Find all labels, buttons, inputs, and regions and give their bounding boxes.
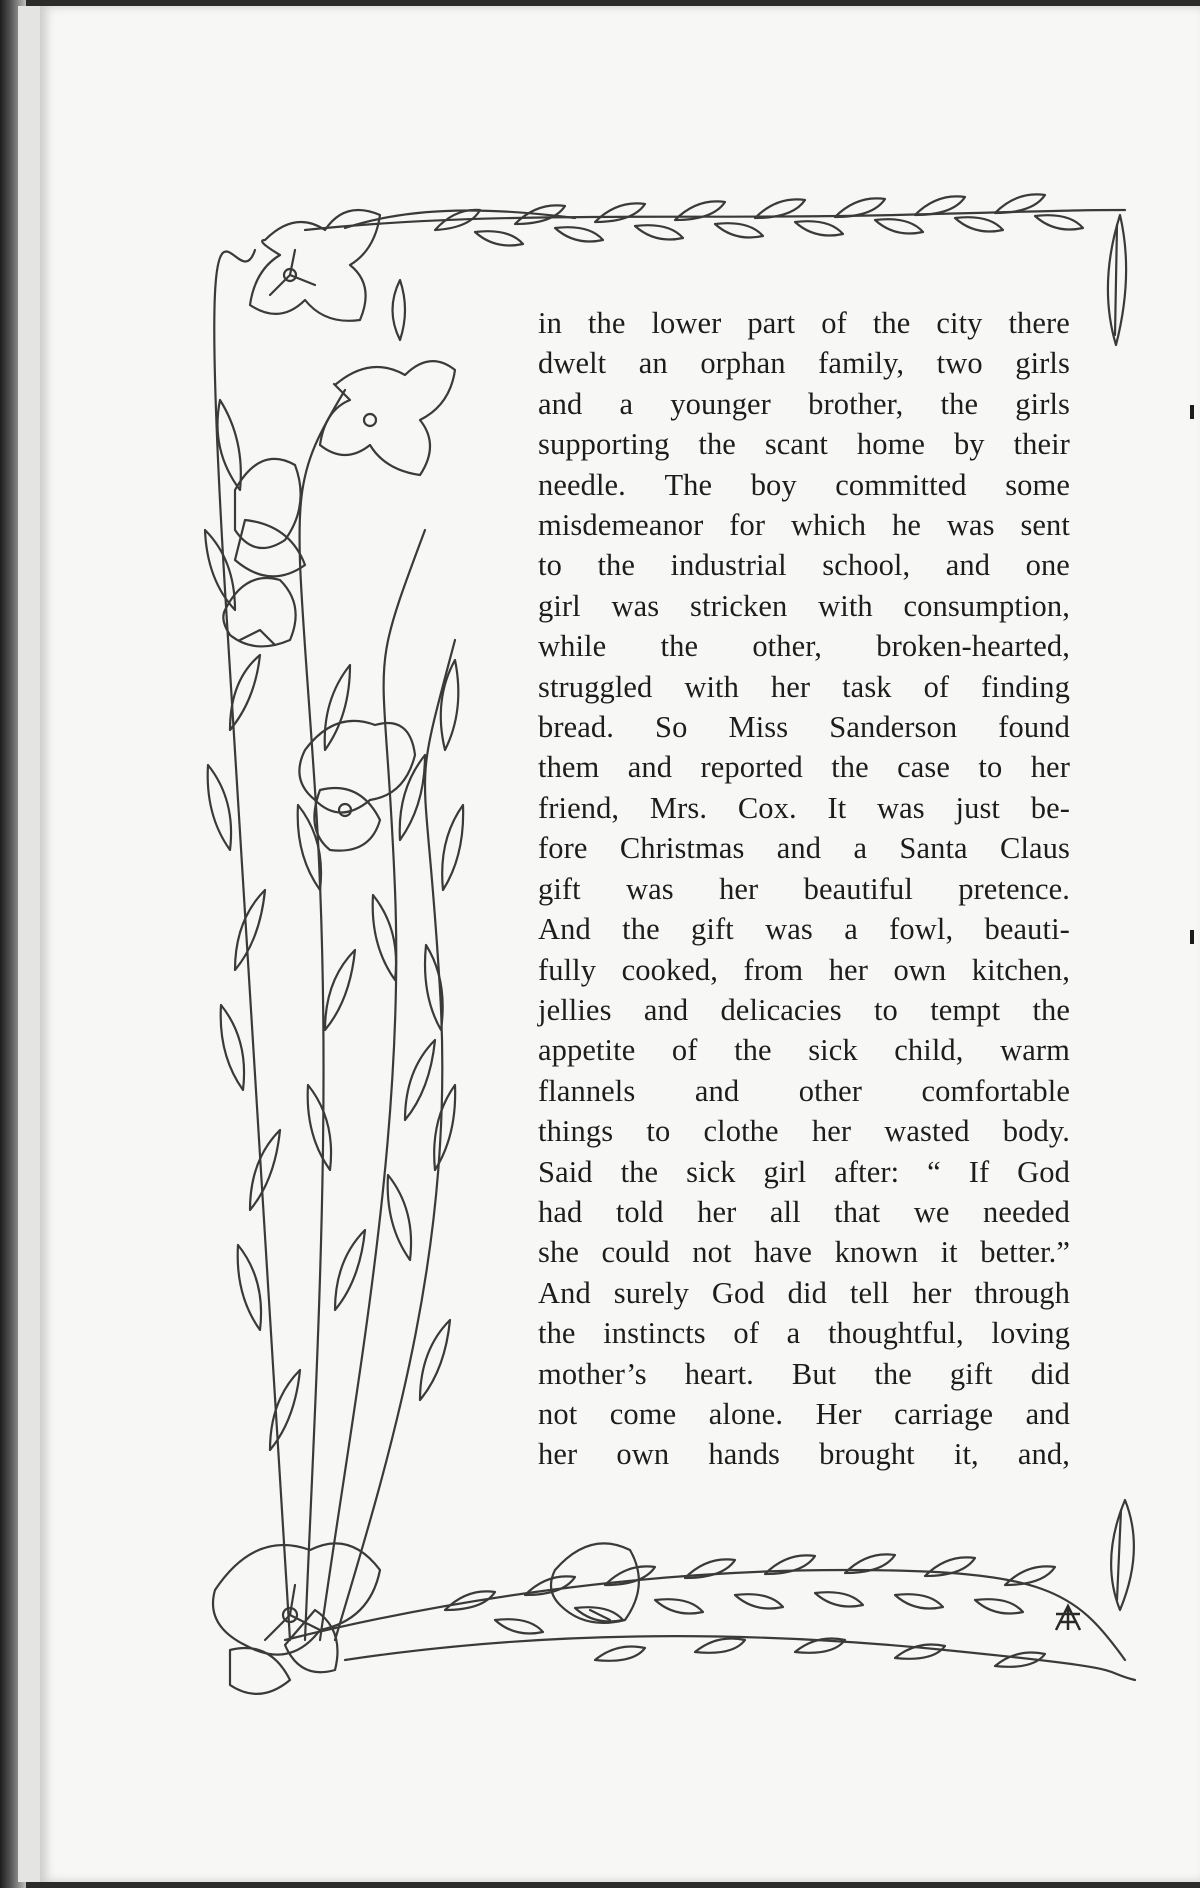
text-line: Said the sick girl after: “ If God xyxy=(538,1154,1070,1189)
text-line: the instincts of a thoughtful, loving xyxy=(538,1316,1070,1351)
text-line: jellies and delicacies to tempt the xyxy=(538,992,1070,1027)
page-body-text xyxy=(538,303,1070,1475)
text-line: things to clothe her wasted body. xyxy=(538,1114,1070,1149)
text-line: gift was her beautiful pretence. xyxy=(538,871,1070,906)
text-line: her own hands brought it, and, xyxy=(538,1437,1070,1472)
text-line: needle. The boy committed some xyxy=(538,467,1070,502)
scan-speck xyxy=(1190,405,1194,419)
text-line: And surely God did tell her through xyxy=(538,1275,1070,1310)
text-line: misdemeanor for which he was sent xyxy=(538,508,1070,543)
text-line: friend, Mrs. Cox. It was just be- xyxy=(538,790,1070,825)
text-line: And the gift was a fowl, beauti- xyxy=(538,912,1070,947)
text-line: dwelt an orphan family, two girls xyxy=(538,346,1070,381)
text-line: in the lower part of the city there xyxy=(538,306,1070,340)
text-line: supporting the scant home by their xyxy=(538,427,1070,462)
scan-speck xyxy=(1190,930,1194,944)
text-line: girl was stricken with consumption, xyxy=(538,588,1070,623)
text-line: fully cooked, from her own kitchen, xyxy=(538,952,1070,987)
text-line: had told her all that we needed xyxy=(538,1194,1070,1229)
text-line: not come alone. Her carriage and xyxy=(538,1396,1070,1431)
text-line: flannels and other comfortable xyxy=(538,1073,1070,1108)
text-line: struggled with her task of finding xyxy=(538,669,1070,704)
text-line: bread. So Miss Sanderson found xyxy=(538,710,1070,745)
monogram-icon xyxy=(1050,1600,1086,1636)
text-line: while the other, broken-hearted, xyxy=(538,629,1070,664)
text-line: mother’s heart. But the gift did xyxy=(538,1356,1070,1391)
text-line: to the industrial school, and one xyxy=(538,548,1070,583)
text-line: and a younger brother, the girls xyxy=(538,386,1070,421)
text-line: fore Christmas and a Santa Claus xyxy=(538,831,1070,866)
text-line: them and reported the case to her xyxy=(538,750,1070,785)
text-line: appetite of the sick child, warm xyxy=(538,1033,1070,1068)
text-line: she could not have known it better.” xyxy=(538,1235,1070,1270)
